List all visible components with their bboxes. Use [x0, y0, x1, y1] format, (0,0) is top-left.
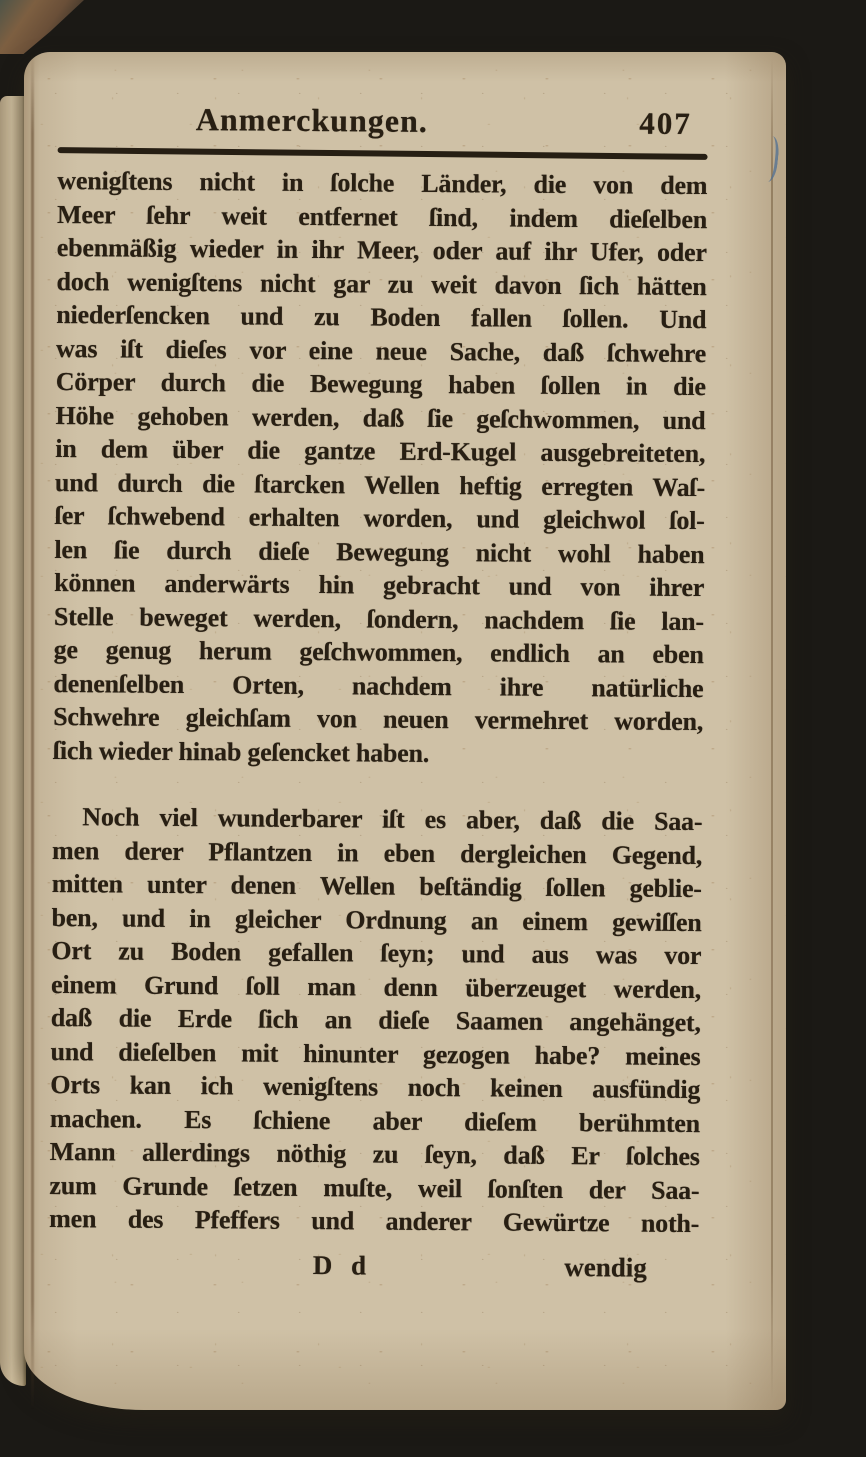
text-line: machen. Es ſchiene aber dieſem berühmten: [49, 1103, 701, 1138]
text-line: zum Grunde ſetzen muſte, weil ſonſten der Saa-: [49, 1170, 700, 1205]
text-line: Schwehre gleichſam von neuen vermehret worden,: [53, 701, 704, 737]
text-line: ſer ſchwebend erhalten worden, und gleichwol ſol-: [54, 500, 705, 536]
text-line: mitten unter denen Wellen beſtändig ſollen geblie-: [51, 868, 702, 904]
paragraph-new: [49, 800, 702, 1241]
catchword: wendig: [564, 1251, 647, 1283]
text-line: Orts kan ich wenigſtens noch keinen ausfündig: [50, 1069, 701, 1105]
text-line: ebenmäßig wieder in ihr Meer, oder auf ihr Ufer, oder: [56, 232, 707, 268]
text-line: ben, und in gleicher Ordnung an einem gewiſſen: [51, 902, 702, 937]
page-number: 407: [639, 105, 692, 141]
text-line: daß die Erde ſich an dieſe Saamen angehänget,: [50, 1002, 701, 1038]
page-footer: [49, 1245, 699, 1284]
text-line: men derer Pflantzen in eben dergleichen Gegend,: [51, 835, 703, 870]
text-line: men des Pfeffers und anderer Gewürtze noth-: [49, 1203, 700, 1239]
text-line: len ſie durch dieſe Bewegung nicht wohl haben: [54, 534, 705, 569]
running-title: Anmerckungen.: [195, 101, 428, 139]
text-line: Meer ſehr weit entfernet ſind, indem dieſelben: [56, 199, 708, 234]
gutter-crease: [31, 52, 34, 1410]
text-line: was iſt dieſes vor eine neue Sache, daß ſchwehre: [55, 333, 707, 368]
text-line: und dieſelben mit hinunter gezogen habe? meines: [50, 1036, 701, 1071]
text-line: Ort zu Boden gefallen ſeyn; und aus was vor: [51, 935, 702, 971]
text-line: denenſelben Orten, nachdem ihre natürliche: [53, 668, 704, 703]
page-header: [58, 100, 708, 153]
text-line: ge genug herum geſchwommen, endlich an eben: [53, 634, 704, 670]
page-edge-line: [771, 58, 773, 1400]
text-line: können anderwärts hin gebracht und von ihrer: [54, 567, 705, 603]
text-line: ſich wieder hinab geſencket haben.: [52, 735, 430, 768]
text-line: und durch die ſtarcken Wellen heftig erregten Waſ-: [54, 467, 706, 502]
text-line: in dem über die gantze Erd-Kugel ausgebreiteten,: [55, 433, 706, 469]
page-content: [49, 100, 708, 1285]
leather-binding-corner: [0, 0, 84, 54]
text-line: Noch viel wunderbarer iſt es aber, daß die Saa-: [82, 802, 703, 837]
text-line: niederſencken und zu Boden fallen ſollen. Und: [56, 299, 707, 335]
text-line: wenigſtens nicht in ſolche Länder, die von dem: [57, 165, 708, 201]
paragraph-continuation: [53, 164, 708, 772]
text-line: Cörper durch die Bewegung haben ſollen in die: [55, 366, 706, 402]
text-line: Stelle beweget werden, ſondern, nachdem ſie lan-: [53, 601, 705, 636]
book-page: [24, 52, 786, 1410]
text-line: Höhe gehoben werden, daß ſie geſchwommen, und: [55, 400, 706, 435]
text-line: doch wenigſtens nicht gar zu weit davon ſich hätten: [56, 266, 707, 301]
text-line: Mann allerdings nöthig zu ſeyn, daß Er ſolches: [49, 1136, 700, 1172]
text-line: einem Grund ſoll man denn überzeuget werden,: [50, 969, 702, 1004]
signature-mark: D d: [312, 1249, 373, 1281]
page-edge-stack: [0, 96, 26, 1386]
